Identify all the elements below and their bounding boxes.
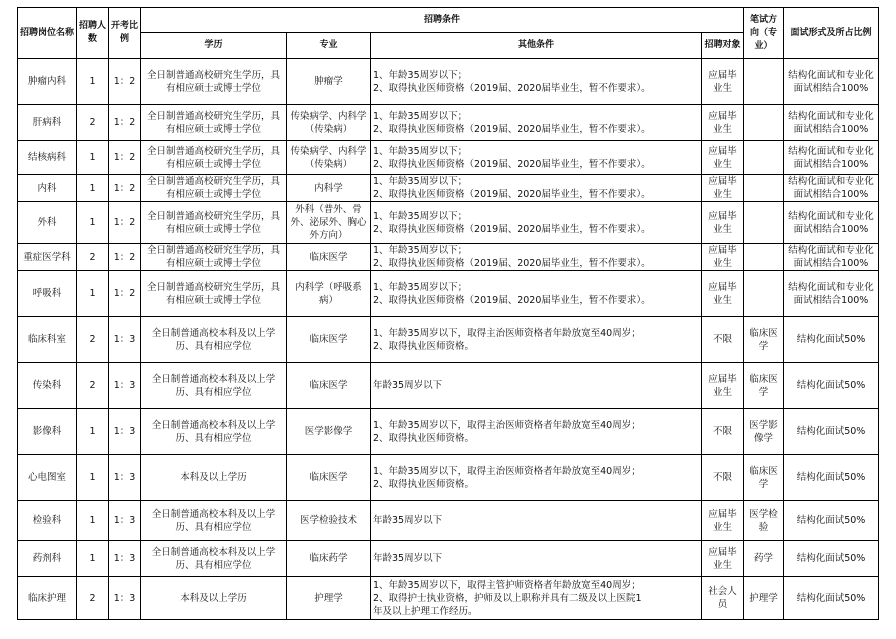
cell-other-conditions — [371, 363, 702, 409]
cell-interview-form: 结构化面试和专业化面试相结合100% — [784, 141, 879, 175]
condition-line: 2、取得执业医师资格（2019届、2020届毕业生，暂不作要求）。 — [373, 258, 651, 269]
header-other-conditions: 其他条件 — [371, 33, 702, 59]
condition-line: 1、年龄35周岁以下，取得主管护师资格者年龄放宽至40周岁； — [373, 579, 641, 591]
cell-major: 内科学（呼吸系病） — [287, 271, 371, 317]
cell-interview-form: 结构化面试和专业化面试相结合100% — [784, 105, 879, 141]
header-major: 专业 — [287, 33, 371, 59]
condition-line: 1、年龄35周岁以下； — [373, 245, 468, 256]
condition-line: 2、取得执业医师资格（2019届、2020届毕业生，暂不作要求）。 — [373, 82, 651, 94]
cell-headcount: 2 — [77, 317, 109, 363]
condition-line: 2、取得执业医师资格。 — [373, 478, 475, 490]
header-headcount: 招聘人数 — [77, 8, 109, 59]
condition-line: 1、年龄35周岁以下； — [373, 69, 468, 81]
table-row — [18, 409, 879, 455]
cell-position-name: 内科 — [18, 175, 77, 202]
cell-education: 全日制普通高校本科及以上学历、具有相应学位 — [141, 501, 287, 541]
cell-position-name: 重症医学科 — [18, 244, 77, 271]
cell-target: 应届毕业生 — [702, 175, 744, 202]
cell-target: 应届毕业生 — [702, 244, 744, 271]
cell-education: 全日制普通高校研究生学历，具有相应硕士或博士学位 — [141, 59, 287, 105]
header-conditions: 招聘条件 — [141, 8, 744, 33]
table-body — [18, 59, 879, 620]
table-row — [18, 105, 879, 141]
cell-major: 肿瘤学 — [287, 59, 371, 105]
cell-education: 全日制普通高校研究生学历，具有相应硕士或博士学位 — [141, 202, 287, 244]
condition-line: 1、年龄35周岁以下； — [373, 176, 468, 187]
condition-line: 1、年龄35周岁以下； — [373, 145, 468, 157]
condition-line: 年龄35周岁以下 — [373, 515, 443, 526]
condition-line: 1、年龄35周岁以下，取得主治医师资格者年龄放宽至40周岁； — [373, 419, 641, 431]
cell-major: 护理学 — [287, 577, 371, 620]
cell-major: 外科（普外、骨外、泌尿外、胸心外方向） — [287, 202, 371, 244]
cell-interview-form: 结构化面试50% — [784, 501, 879, 541]
cell-interview-form: 结构化面试和专业化面试相结合100% — [784, 202, 879, 244]
cell-headcount: 2 — [77, 577, 109, 620]
cell-written-direction: 药学 — [744, 541, 784, 577]
cell-headcount: 2 — [77, 363, 109, 409]
condition-line: 1、年龄35周岁以下，取得主治医师资格者年龄放宽至40周岁； — [373, 327, 641, 339]
cell-education: 本科及以上学历 — [141, 455, 287, 501]
cell-education: 全日制普通高校本科及以上学历、具有相应学位 — [141, 317, 287, 363]
cell-education: 全日制普通高校研究生学历，具有相应硕士或博士学位 — [141, 244, 287, 271]
table-row — [18, 244, 879, 271]
cell-other-conditions — [371, 271, 702, 317]
cell-target: 不限 — [702, 455, 744, 501]
header-interview-form: 面试形式及所占比例 — [784, 8, 879, 59]
cell-headcount: 1 — [77, 175, 109, 202]
cell-other-conditions — [371, 244, 702, 271]
cell-other-conditions — [371, 541, 702, 577]
cell-target: 不限 — [702, 409, 744, 455]
cell-headcount: 2 — [77, 105, 109, 141]
cell-target: 应届毕业生 — [702, 541, 744, 577]
cell-exam-ratio: 1：3 — [109, 363, 141, 409]
cell-written-direction: 临床医学 — [744, 455, 784, 501]
cell-exam-ratio: 1：2 — [109, 105, 141, 141]
cell-exam-ratio: 1：2 — [109, 202, 141, 244]
cell-major: 内科学 — [287, 175, 371, 202]
cell-major: 传染病学、内科学（传染病） — [287, 105, 371, 141]
condition-line: 年龄35周岁以下 — [373, 553, 443, 564]
cell-target: 应届毕业生 — [702, 59, 744, 105]
cell-exam-ratio: 1：3 — [109, 501, 141, 541]
table-row — [18, 455, 879, 501]
cell-exam-ratio: 1：3 — [109, 317, 141, 363]
recruitment-table — [17, 7, 879, 620]
cell-interview-form: 结构化面试50% — [784, 409, 879, 455]
cell-headcount: 1 — [77, 409, 109, 455]
condition-line: 1、年龄35周岁以下； — [373, 110, 468, 122]
cell-interview-form: 结构化面试50% — [784, 455, 879, 501]
cell-target: 应届毕业生 — [702, 105, 744, 141]
cell-position-name: 肝病科 — [18, 105, 77, 141]
cell-major: 临床医学 — [287, 455, 371, 501]
cell-written-direction: 医学影像学 — [744, 409, 784, 455]
cell-written-direction — [744, 175, 784, 202]
cell-major: 临床医学 — [287, 317, 371, 363]
cell-written-direction: 临床医学 — [744, 363, 784, 409]
cell-education: 全日制普通高校本科及以上学历、具有相应学位 — [141, 409, 287, 455]
header-education: 学历 — [141, 33, 287, 59]
cell-position-name: 呼吸科 — [18, 271, 77, 317]
cell-major: 临床医学 — [287, 244, 371, 271]
header-target: 招聘对象 — [702, 33, 744, 59]
cell-other-conditions — [371, 141, 702, 175]
header-written-direction: 笔试方向（专业） — [744, 8, 784, 59]
cell-written-direction — [744, 202, 784, 244]
table-row — [18, 541, 879, 577]
condition-line: 1、年龄35周岁以下，取得主治医师资格者年龄放宽至40周岁； — [373, 465, 641, 477]
cell-written-direction: 医学检验 — [744, 501, 784, 541]
table-row — [18, 271, 879, 317]
cell-written-direction: 临床医学 — [744, 317, 784, 363]
condition-line: 2、取得执业医师资格（2019届、2020届毕业生，暂不作要求）。 — [373, 158, 651, 170]
cell-other-conditions — [371, 202, 702, 244]
condition-line: 2、取得执业医师资格。 — [373, 432, 475, 444]
table-row — [18, 363, 879, 409]
cell-interview-form: 结构化面试和专业化面试相结合100% — [784, 271, 879, 317]
cell-headcount: 1 — [77, 455, 109, 501]
cell-written-direction — [744, 105, 784, 141]
condition-line: 1、年龄35周岁以下； — [373, 281, 468, 293]
cell-interview-form: 结构化面试50% — [784, 577, 879, 620]
cell-interview-form: 结构化面试和专业化面试相结合100% — [784, 59, 879, 105]
cell-exam-ratio: 1：3 — [109, 455, 141, 501]
cell-exam-ratio: 1：3 — [109, 409, 141, 455]
cell-major: 医学检验技术 — [287, 501, 371, 541]
header-position-name: 招聘岗位名称 — [18, 8, 77, 59]
cell-written-direction — [744, 141, 784, 175]
condition-line: 年龄35周岁以下 — [373, 380, 443, 391]
cell-education: 全日制普通高校研究生学历，具有相应硕士或博士学位 — [141, 141, 287, 175]
cell-target: 应届毕业生 — [702, 501, 744, 541]
cell-headcount: 1 — [77, 501, 109, 541]
condition-line: 2、取得执业医师资格（2019届、2020届毕业生，暂不作要求）。 — [373, 189, 651, 200]
cell-exam-ratio: 1：2 — [109, 175, 141, 202]
condition-line: 2、取得执业医师资格。 — [373, 340, 475, 352]
table-row — [18, 202, 879, 244]
cell-major: 临床药学 — [287, 541, 371, 577]
cell-education: 本科及以上学历 — [141, 577, 287, 620]
table-row — [18, 175, 879, 202]
cell-headcount: 1 — [77, 141, 109, 175]
header-exam-ratio: 开考比例 — [109, 8, 141, 59]
cell-other-conditions — [371, 317, 702, 363]
cell-written-direction — [744, 59, 784, 105]
cell-interview-form: 结构化面试和专业化面试相结合100% — [784, 175, 879, 202]
table-row — [18, 59, 879, 105]
cell-position-name: 传染科 — [18, 363, 77, 409]
cell-target: 应届毕业生 — [702, 141, 744, 175]
cell-exam-ratio: 1：3 — [109, 541, 141, 577]
cell-position-name: 结核病科 — [18, 141, 77, 175]
cell-target: 不限 — [702, 317, 744, 363]
cell-other-conditions — [371, 59, 702, 105]
cell-written-direction — [744, 244, 784, 271]
cell-position-name: 检验科 — [18, 501, 77, 541]
cell-interview-form: 结构化面试50% — [784, 541, 879, 577]
cell-exam-ratio: 1：2 — [109, 244, 141, 271]
cell-education: 全日制普通高校研究生学历，具有相应硕士或博士学位 — [141, 105, 287, 141]
condition-line: 年及以上护理工作经历。 — [373, 605, 478, 617]
condition-line: 2、取得执业医师资格（2019届、2020届毕业生，暂不作要求）。 — [373, 294, 651, 306]
cell-education: 全日制普通高校研究生学历，具有相应硕士或博士学位 — [141, 175, 287, 202]
cell-target: 应届毕业生 — [702, 202, 744, 244]
cell-target: 应届毕业生 — [702, 271, 744, 317]
cell-education: 全日制普通高校本科及以上学历、具有相应学位 — [141, 541, 287, 577]
cell-interview-form: 结构化面试50% — [784, 317, 879, 363]
cell-target: 应届毕业生 — [702, 363, 744, 409]
cell-headcount: 2 — [77, 244, 109, 271]
cell-other-conditions — [371, 455, 702, 501]
cell-other-conditions — [371, 577, 702, 620]
cell-headcount: 1 — [77, 271, 109, 317]
cell-position-name: 肿瘤内科 — [18, 59, 77, 105]
cell-major: 传染病学、内科学（传染病） — [287, 141, 371, 175]
cell-position-name: 心电图室 — [18, 455, 77, 501]
cell-interview-form: 结构化面试和专业化面试相结合100% — [784, 244, 879, 271]
cell-major: 医学影像学 — [287, 409, 371, 455]
table-row — [18, 501, 879, 541]
condition-line: 1、年龄35周岁以下； — [373, 210, 468, 222]
table-row — [18, 317, 879, 363]
table-row — [18, 141, 879, 175]
cell-position-name: 临床护理 — [18, 577, 77, 620]
cell-headcount: 1 — [77, 541, 109, 577]
cell-position-name: 影像科 — [18, 409, 77, 455]
cell-exam-ratio: 1：2 — [109, 141, 141, 175]
cell-other-conditions — [371, 409, 702, 455]
cell-other-conditions — [371, 105, 702, 141]
cell-written-direction — [744, 271, 784, 317]
cell-education: 全日制普通高校本科及以上学历、具有相应学位 — [141, 363, 287, 409]
condition-line: 2、取得执业医师资格（2019届、2020届毕业生，暂不作要求）。 — [373, 123, 651, 135]
cell-other-conditions — [371, 175, 702, 202]
cell-position-name: 药剂科 — [18, 541, 77, 577]
cell-exam-ratio: 1：3 — [109, 577, 141, 620]
cell-written-direction: 护理学 — [744, 577, 784, 620]
cell-headcount: 1 — [77, 59, 109, 105]
cell-position-name: 临床科室 — [18, 317, 77, 363]
cell-exam-ratio: 1：2 — [109, 271, 141, 317]
condition-line: 2、取得护士执业资格，护师及以上职称并具有二级及以上医院1 — [373, 592, 642, 604]
cell-other-conditions — [371, 501, 702, 541]
cell-position-name: 外科 — [18, 202, 77, 244]
cell-major: 临床医学 — [287, 363, 371, 409]
cell-interview-form: 结构化面试50% — [784, 363, 879, 409]
cell-headcount: 1 — [77, 202, 109, 244]
cell-exam-ratio: 1：2 — [109, 59, 141, 105]
cell-target: 社会人员 — [702, 577, 744, 620]
cell-education: 全日制普通高校研究生学历，具有相应硕士或博士学位 — [141, 271, 287, 317]
table-row — [18, 577, 879, 620]
condition-line: 2、取得执业医师资格（2019届、2020届毕业生，暂不作要求）。 — [373, 223, 651, 235]
